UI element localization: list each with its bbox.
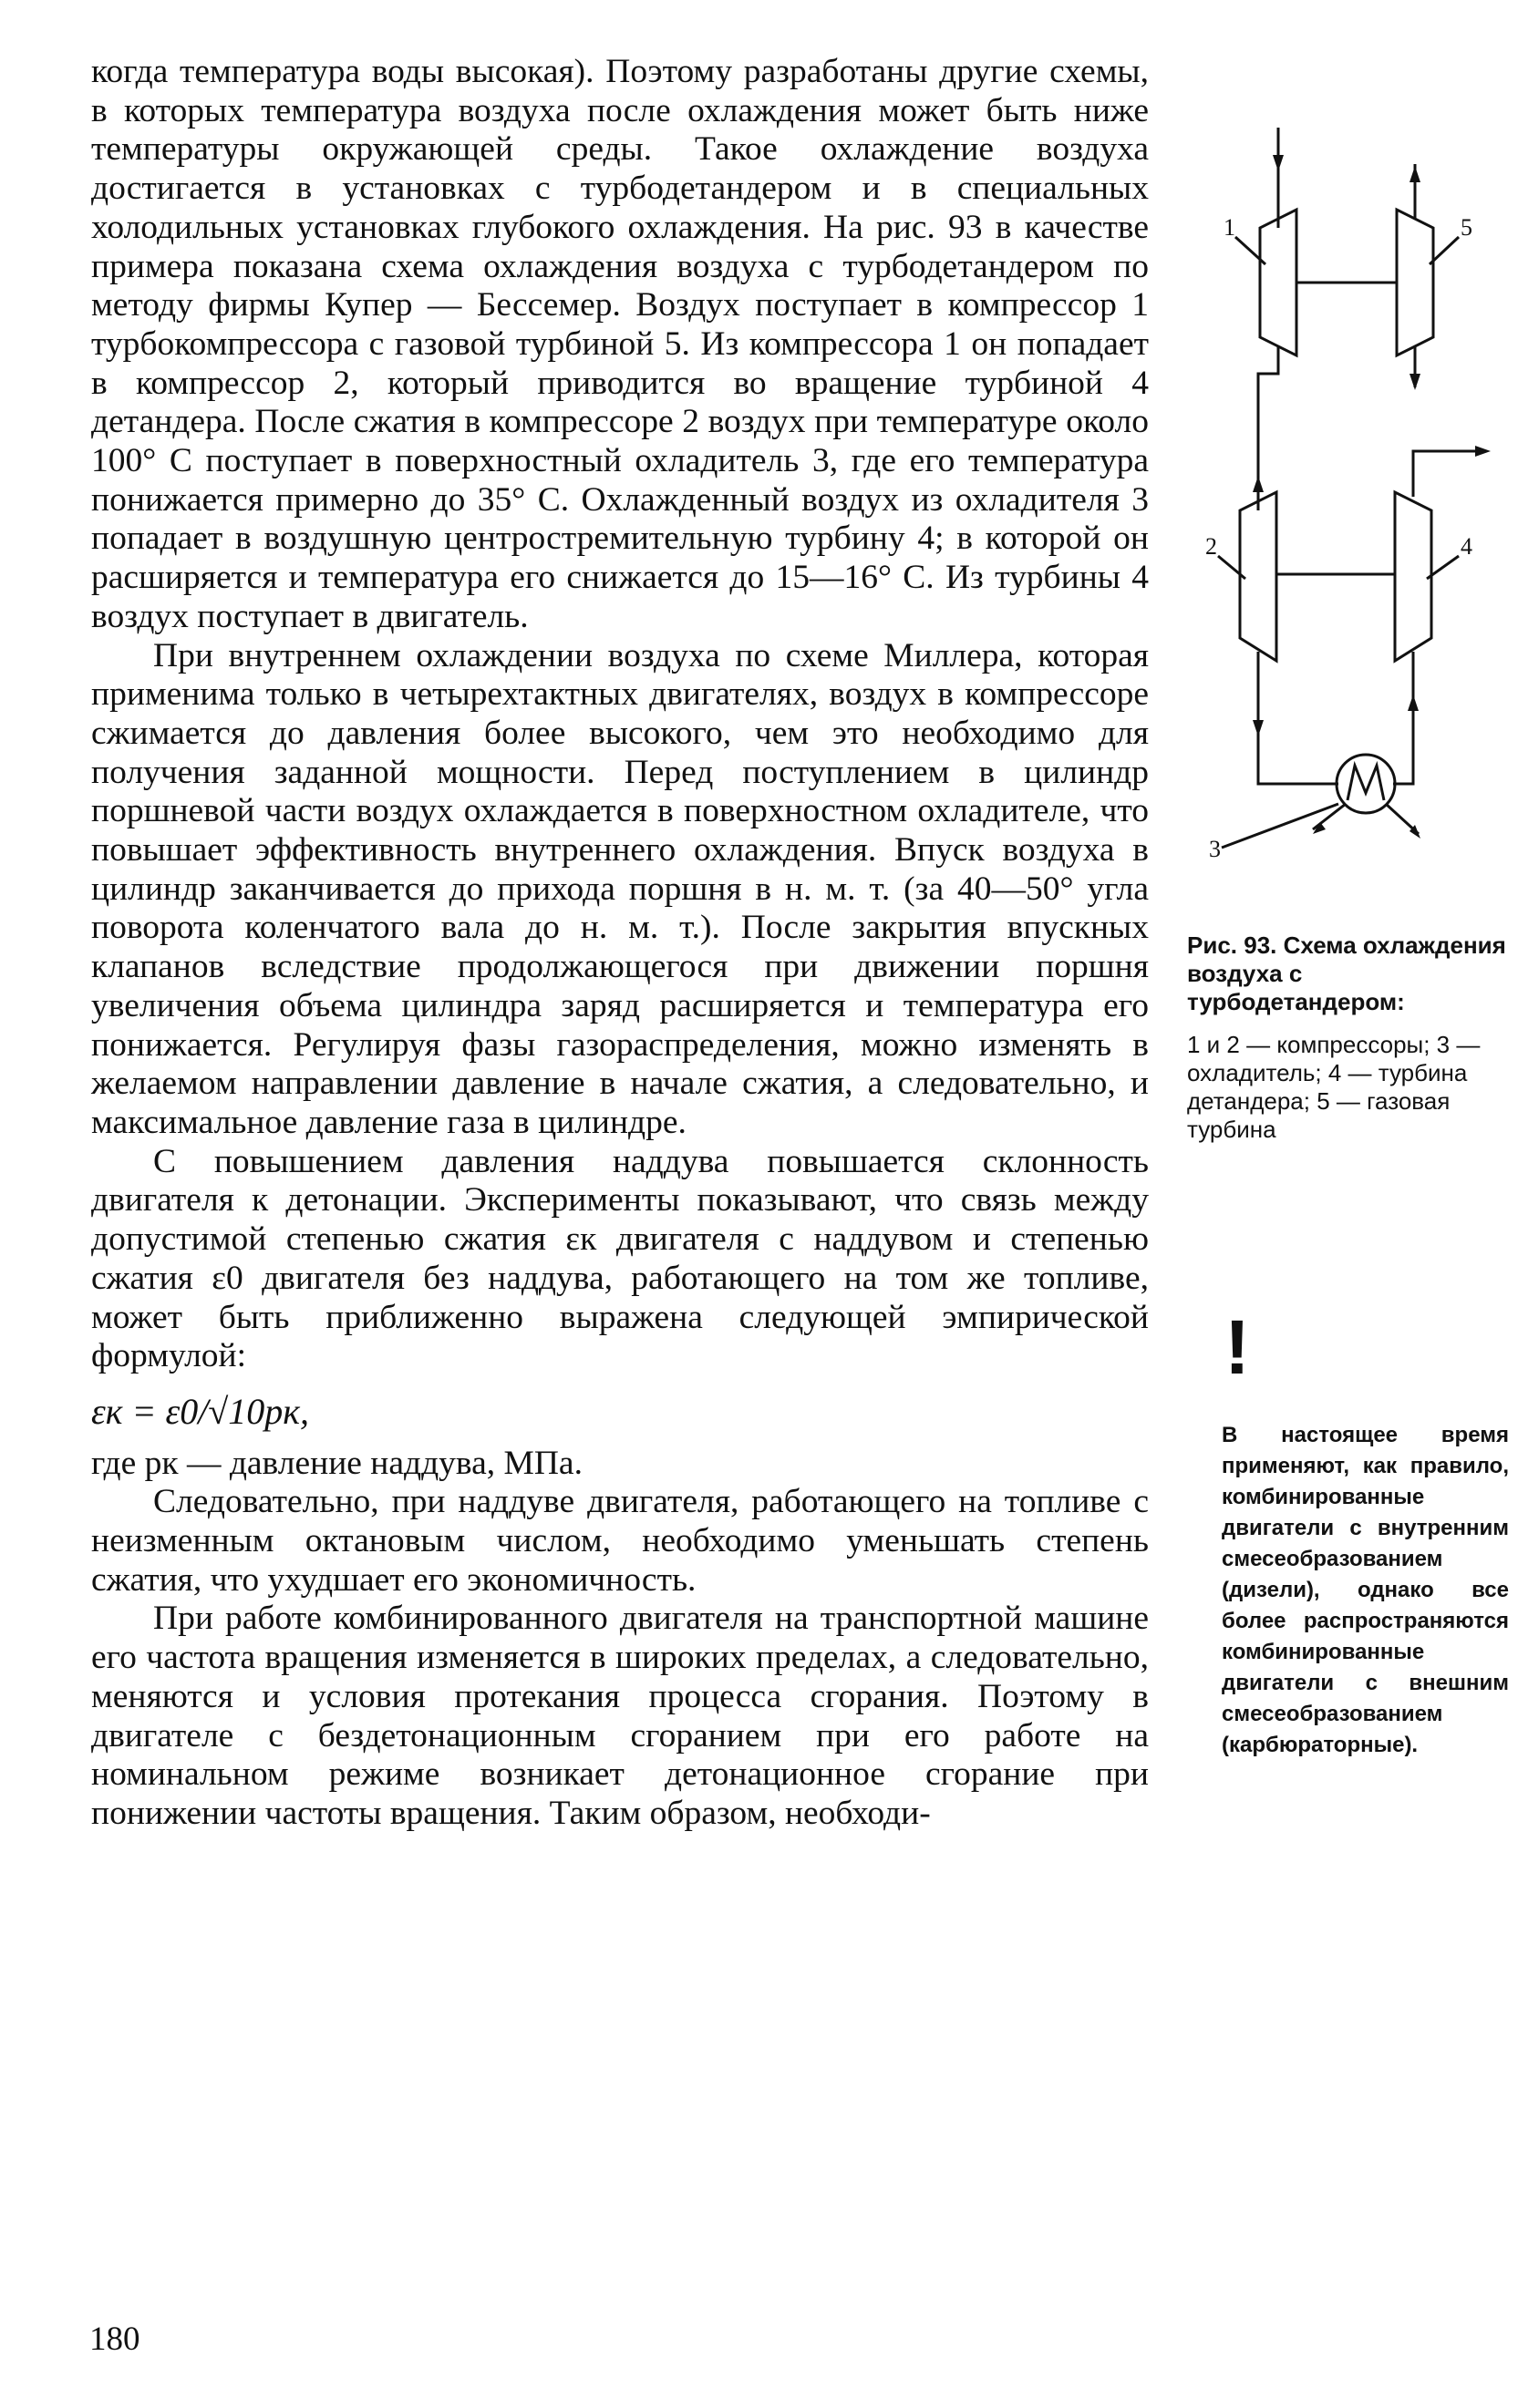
cooling-scheme-diagram <box>1185 128 1513 911</box>
pipe <box>1413 451 1486 497</box>
paragraph: Следовательно, при наддуве двигателя, работающего на топливе с неизменным октановым числом, необходимо уменьшать степень сжатия, что ухудшает его экономичность. <box>91 1483 1149 1599</box>
flow-arrow <box>1475 446 1491 457</box>
formula: εк = ε0/√10pк, <box>91 1390 310 1432</box>
paragraph: когда температура воды высокая). Поэтому разработаны другие схемы, в которых температура воздуха после охлаждения может быть ниже температуры окружающей среды. Такое охлаждение воздуха достигается в установках с турбодетандером и в специальных холодильных установках глубокого охлаждения. На рис. 93 в качестве примера показана схема охлаждения воздуха с турбодетандером по методу фирмы Купер — Бессемер. Воздух поступает в компрессор 1 турбокомпрессора с газовой турбиной 5. Из компрессора 1 он попадает в компрессор 2, который приводится во вращение турбиной 4 детандера. После сжатия в компрессоре 2 воздух при температуре около 100° С поступает в поверхностный охладитель 3, где его температура понижается примерно до 35° С. Охлажденный воздух из охладителя 3 попадает в воздушную центростремительную турбину 4; в которой он расширяется и температура его снижается до 15—16° С. Из турбины 4 воздух поступает в двигатель. <box>91 53 1149 635</box>
flow-arrow <box>1273 155 1284 171</box>
flow-arrow <box>1410 166 1420 182</box>
paragraph: С повышением давления наддува повышается склонность двигателя к детонации. Эксперименты показывают, что связь между допустимой степенью сжатия εк двигателя с наддувом и степенью сжатия ε0 двигателя без наддува, работающего на том же топливе, может быть приближенно выражена следующей эмпирической формулой: <box>91 1142 1149 1375</box>
label-4: 4 <box>1461 533 1472 560</box>
flow-arrow <box>1253 720 1264 736</box>
label-2: 2 <box>1205 533 1217 560</box>
caption-legend: 1 и 2 — компрессоры; 3 — охладитель; 4 — турбина детандера; 5 — газовая турбина <box>1187 1031 1481 1143</box>
paragraph: При работе комбинированного двигателя на транспортной машине его частота вращения изменяется в широких пределах, а следовательно, меняются и условия протекания процесса сгорания. Поэтому в двигателе с бездетонационным сгоранием при его работе на номинальном режиме возникает детонационное сгорание при понижении частоты вращения. Таким образом, необходи- <box>91 1600 1149 1832</box>
cooler-coil <box>1348 766 1384 800</box>
label-5: 5 <box>1461 214 1472 241</box>
figure-caption <box>1187 931 1506 1144</box>
flow-arrow <box>1253 476 1264 492</box>
turbine-4-shape <box>1395 492 1431 661</box>
margin-note: В настоящее время применяют, как правило, комбинированные двигатели с внутренним смесеобразованием (дизели), однако все более распространяются комбинированные двигатели с внешним смесеобразованием (карбюраторные). <box>1222 1423 1509 1757</box>
flow-arrow <box>1410 374 1420 390</box>
formula-definition: где pк — давление наддува, МПа. <box>91 1444 583 1482</box>
label-3: 3 <box>1209 836 1221 862</box>
label-1: 1 <box>1224 214 1235 241</box>
paragraph: При внутреннем охлаждении воздуха по схеме Миллера, которая применима только в четырехтактных двигателях, воздух в компрессоре сжимается до давления более высокого, чем это необходимо для получения заданной мощности. Перед поступлением в цилиндр поршневой части воздух охлаждается в поверхностном охладителе, что повышает эффективность внутреннего охлаждения. Впуск воздуха в цилиндр заканчивается до прихода поршня в н. м. т. (за 40—50° угла поворота коленчатого вала до н. м. т.). После закрытия впускных клапанов вследствие продолжающегося при движении поршня увеличения объема цилиндра заряд расширяется и температура его понижается. Регулируя фазы газораспределения, можно изменять в желаемом направлении давление в начале сжатия, а следовательно, и максимальное давление газа в цилиндре. <box>91 636 1149 1141</box>
compressor-1-shape <box>1260 210 1296 355</box>
page-number: 180 <box>89 2321 140 2358</box>
exclamation-icon: ! <box>1224 1304 1250 1390</box>
caption-title: Рис. 93. Схема охлаждения воздуха с турбодетандером: <box>1187 931 1506 1015</box>
figure-93-diagram <box>1185 128 1513 911</box>
compressor-2-shape <box>1240 492 1276 661</box>
turbine-5-shape <box>1397 210 1433 355</box>
pipe <box>1258 652 1338 784</box>
flow-arrow <box>1408 695 1419 711</box>
main-text-column <box>91 53 1149 1834</box>
pipe <box>1393 652 1413 784</box>
